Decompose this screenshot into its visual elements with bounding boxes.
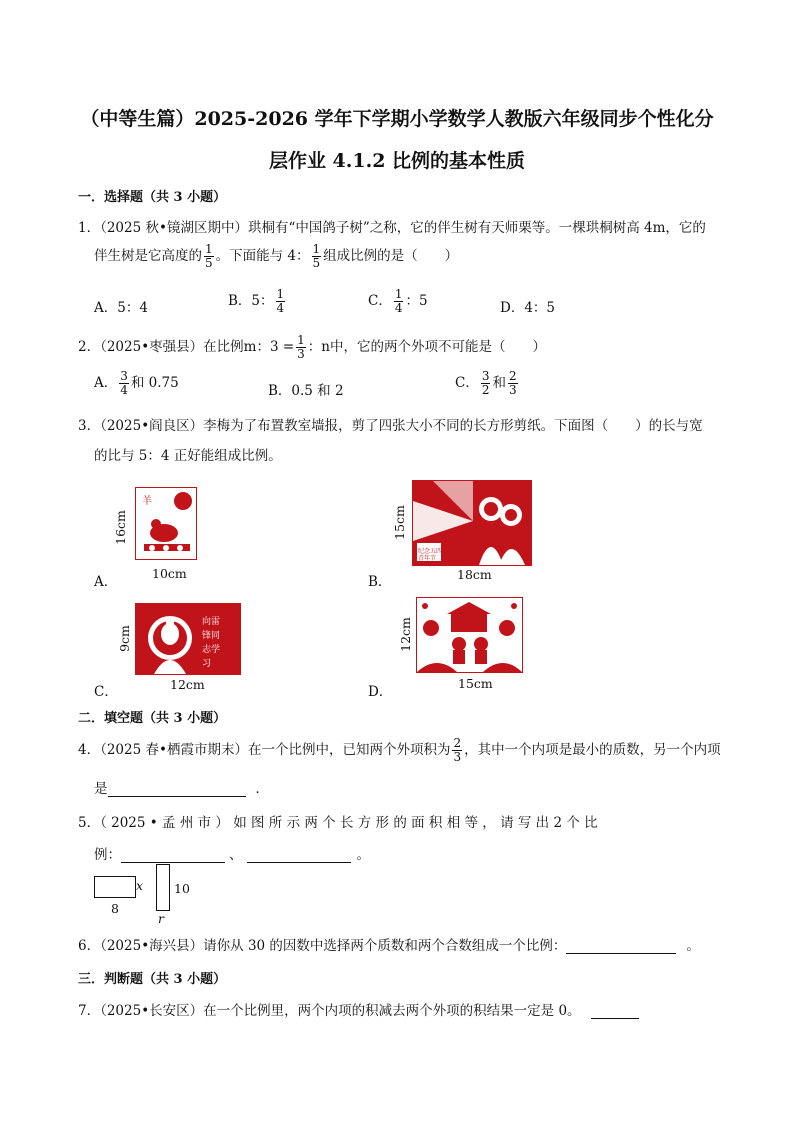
- q2-option-a[interactable]: A． $\frac{3}{4}$ 和 0.75: [94, 369, 179, 397]
- q3-option-b[interactable]: B．: [368, 574, 392, 590]
- q1-text-a: 伴生树是它高度的: [94, 248, 202, 264]
- papercut-b-height-label: 15cm: [391, 505, 407, 540]
- svg-text:向雷: 向雷: [202, 617, 221, 627]
- q2-option-c[interactable]: C． $\frac{3}{2}$ 和 $\frac{2}{3}$: [455, 369, 517, 397]
- q2-option-b[interactable]: B．0.5 和 2: [268, 383, 344, 399]
- papercut-d-width-label: 15cm: [458, 676, 493, 691]
- q1-fraction-1: $\frac{1}{5}$: [205, 242, 213, 270]
- svg-text:锋同: 锋同: [202, 631, 221, 641]
- q7-line: 7．（2025•长安区）在一个比例里，两个内项的积减去两个外项的积结果一定是 0。: [78, 999, 639, 1019]
- q4-fraction: $\frac{2}{3}$: [453, 736, 462, 764]
- q1-line2: [94, 243, 458, 270]
- section-heading-fill: 二．填空题（共 3 小题）: [78, 711, 227, 726]
- svg-text:习: 习: [202, 659, 212, 669]
- q1-option-d[interactable]: D．4：5: [500, 300, 556, 316]
- q2-line: 2．（2025•枣强县）在比例m：3 = $\frac{1}{3}$ ：n中，它的两个外项不可能是（ ）: [78, 333, 546, 361]
- section-heading-judge: 三．判断题（共 3 小题）: [78, 972, 227, 987]
- svg-text:志学: 志学: [202, 645, 221, 655]
- papercut-b-image: [412, 480, 532, 566]
- q1-option-a[interactable]: A．5：4: [94, 300, 148, 316]
- q1-text-c: 组成比例的是（ ）: [323, 248, 459, 264]
- papercut-b-width-label: 18cm: [457, 567, 492, 582]
- q5-answer-blank-2[interactable]: [247, 848, 351, 863]
- q3-option-a[interactable]: A．: [94, 574, 118, 590]
- q3-line2: 的比与 5：4 正好能组成比例。: [94, 448, 282, 464]
- q1-option-b[interactable]: B．5： $\frac{1}{4}$: [228, 287, 285, 315]
- q5-rectangle-2: [156, 864, 170, 911]
- papercut-a-image: [135, 487, 197, 560]
- svg-text:纪念五四: 纪念五四: [418, 548, 443, 555]
- q6-answer-blank[interactable]: [566, 939, 676, 954]
- q5-line1: 5．（ 2025 • 孟 州 市 ） 如 图 所 示 两 个 长 方 形 的 面 积 相 等 ， 请 写 出 2 个 比: [78, 815, 598, 831]
- q5-rect2-bottom-label: r: [158, 911, 164, 926]
- papercut-a-width-label: 10cm: [152, 566, 187, 581]
- q4-line2: 是 ．: [94, 781, 269, 797]
- q3-option-d[interactable]: D．: [368, 684, 393, 700]
- page-title-line2: 层作业 4.1.2 比例的基本性质: [268, 150, 526, 172]
- q5-answer-blank-1[interactable]: [121, 848, 225, 863]
- q5-rectangle-1: [94, 876, 136, 898]
- papercut-d-image: [416, 597, 523, 673]
- svg-text:青年节: 青年节: [418, 555, 437, 562]
- svg-text:羊: 羊: [142, 496, 152, 507]
- q3-option-c[interactable]: C．: [94, 684, 118, 700]
- q1-line1: 1．（2025 秋•镜湖区期中）珙桐有“中国鸽子树”之称，它的伴生树有天师栗等。一棵珙桐树高 4m，它的: [78, 220, 706, 236]
- q6-line: 6．（2025•海兴县）请你从 30 的因数中选择两个质数和两个合数组成一个比例： 。: [78, 938, 700, 954]
- q5-rect1-bottom-label: 8: [111, 901, 119, 916]
- papercut-a-height-label: 16cm: [112, 510, 128, 545]
- q1-text-b: 。下面能与 4：: [215, 248, 310, 264]
- q4-line1: 4．（2025 春•栖霞市期末）在一个比例中，已知两个外项积为 $\frac{2}{3}$ ，其中一个内项是最小的质数，另一个内项: [78, 736, 721, 764]
- q1-option-c[interactable]: C． $\frac{1}{4}$ ：5: [368, 287, 428, 315]
- q2-fraction: $\frac{1}{3}$: [297, 333, 305, 361]
- q5-rect1-side-label: x: [136, 878, 144, 893]
- page-title-line1: （中等生篇）2025-2026 学年下学期小学数学人教版六年级同步个性化分: [80, 108, 714, 130]
- q5-rect2-side-label: 10: [174, 881, 190, 896]
- q4-answer-blank[interactable]: [108, 782, 246, 797]
- section-heading-choice: 一．选择题（共 3 小题）: [78, 190, 227, 205]
- papercut-c-image: [135, 603, 241, 675]
- q7-answer-blank[interactable]: [591, 1004, 639, 1019]
- q5-line2: 例： 、 。: [94, 847, 370, 863]
- q3-line1: 3．（2025•阎良区）李梅为了布置教室墙报，剪了四张大小不同的长方形剪纸。下面图（ ）的长与宽: [78, 418, 703, 434]
- papercut-d-height-label: 12cm: [397, 617, 413, 652]
- papercut-c-height-label: 9cm: [116, 625, 132, 652]
- papercut-c-width-label: 12cm: [170, 677, 205, 692]
- q1-fraction-2: $\frac{1}{5}$: [312, 242, 321, 270]
